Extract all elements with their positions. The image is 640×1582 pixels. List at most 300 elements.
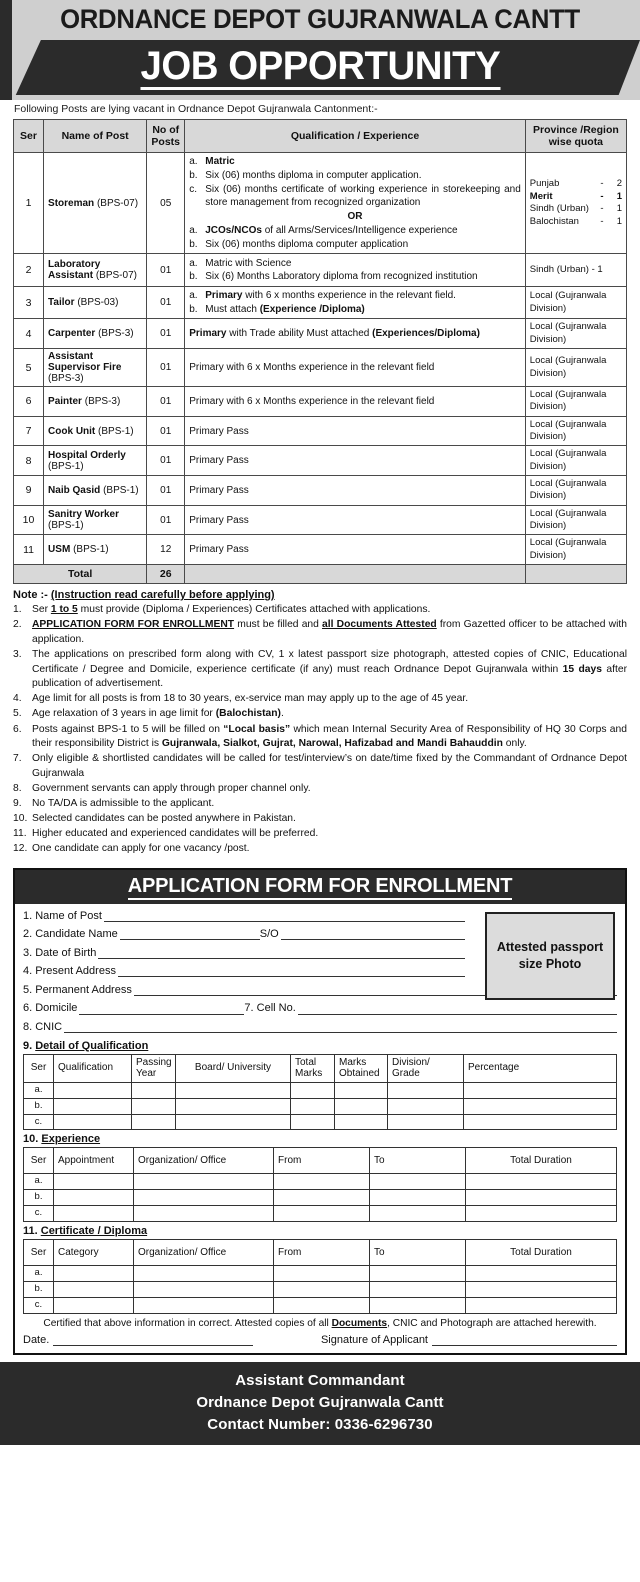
quota-text: Local (Gujranwala Division) [529, 321, 607, 345]
cell-no-of-posts: 01 [147, 286, 185, 319]
quota-text: Local (Gujranwala Division) [529, 478, 607, 502]
form-input-cell[interactable] [464, 1114, 617, 1130]
cell-quota [525, 349, 626, 387]
qualification-text: Primary Pass [189, 425, 249, 437]
cell-ser: 2 [14, 254, 44, 287]
total-blank-qual [185, 565, 526, 584]
form-input-cell[interactable] [176, 1098, 291, 1114]
total-blank-quota [525, 565, 626, 584]
quota-row: Sindh (Urban) - 1 [529, 203, 622, 215]
experience-section-heading [23, 1133, 617, 1145]
note-item [13, 603, 627, 618]
ecol-org: Organization/ Office [134, 1148, 274, 1174]
cell-post-name: Assistant Supervisor Fire (BPS-3) [44, 349, 147, 387]
note-item [13, 782, 627, 797]
form-input-cell[interactable] [464, 1098, 617, 1114]
certify-pre: Certified that above information in correct. Attested copies of all [43, 1317, 332, 1329]
note-number: 6. [13, 723, 22, 735]
qcol-year: Passing Year [132, 1054, 176, 1082]
total-row [14, 565, 627, 584]
page-footer [0, 1362, 640, 1445]
table-row [14, 446, 627, 476]
experience-heading-num: 10. [23, 1133, 42, 1146]
col-name: Name of Post [44, 120, 147, 153]
qualification-item: b. Must attach (Experience /Diploma) [189, 303, 365, 315]
table-row [14, 349, 627, 387]
label-son-of: S/O [259, 928, 279, 941]
cell-quota [525, 535, 626, 565]
cell-no-of-posts: 01 [147, 319, 185, 349]
cell-qualification [185, 153, 526, 254]
form-input-cell[interactable] [274, 1206, 370, 1222]
qualification-section-heading [23, 1040, 617, 1052]
note-item [13, 692, 627, 707]
qualification-heading-text: Detail of Qualification [35, 1039, 149, 1052]
form-input-cell[interactable] [134, 1206, 274, 1222]
row-label: a. [24, 1082, 54, 1098]
note-text: Higher educated and experienced candidates will be preferred. [32, 828, 319, 840]
qualification-header-row [24, 1054, 617, 1082]
form-input-cell[interactable] [291, 1098, 335, 1114]
note-number: 11. [13, 828, 27, 840]
note-item [13, 648, 627, 692]
certify-documents: Documents [331, 1317, 388, 1329]
organization-title: ORDNANCE DEPOT GUJRANWALA CANTT [60, 4, 580, 34]
cell-qualification [185, 254, 526, 287]
job-opportunity-band [12, 40, 640, 95]
cell-post-name: Hospital Orderly (BPS-1) [44, 446, 147, 476]
cell-quota [525, 387, 626, 417]
col-posts: No of Posts [147, 120, 185, 153]
label-permanent-address: 5. Permanent Address [23, 983, 132, 996]
label-date-of-birth: 3. Date of Birth [23, 946, 97, 959]
table-row [14, 476, 627, 506]
form-input-cell[interactable] [370, 1266, 466, 1282]
ccol-org: Organization/ Office [134, 1240, 274, 1266]
qualification-text: Primary Pass [189, 484, 249, 496]
qualification-table-body [24, 1082, 617, 1130]
note-number: 1. [13, 604, 22, 616]
form-input-cell[interactable] [291, 1082, 335, 1098]
qualification-text: Primary Pass [189, 544, 249, 556]
cell-ser: 5 [14, 349, 44, 387]
row-label: b. [24, 1098, 54, 1114]
form-table-row [24, 1266, 617, 1282]
experience-table [23, 1147, 617, 1222]
row-label: c. [24, 1114, 54, 1130]
note-text: Only eligible & shortlisted candidates will be called for test/interview’s on date/time fixed by the Commandant of Ordnance Depot Gujranwala [32, 753, 627, 779]
cell-no-of-posts: 01 [147, 387, 185, 417]
cell-quota [525, 254, 626, 287]
total-value: 26 [147, 565, 185, 584]
application-form-title-bar [15, 870, 625, 904]
cell-no-of-posts: 01 [147, 505, 185, 535]
col-ser: Ser [14, 120, 44, 153]
experience-table-body [24, 1174, 617, 1222]
certificate-table [23, 1239, 617, 1314]
quota-text: Local (Gujranwala Division) [529, 537, 607, 561]
ecol-ser: Ser [24, 1148, 54, 1174]
note-text: Ser 1 to 5 must provide (Diploma / Experiences) Certificates attached with applications. [32, 604, 431, 616]
cell-qualification [185, 349, 526, 387]
table-row [14, 319, 627, 349]
note-text: The applications on prescribed form along with CV, 1 x latest passport size photograph, attested copies of CNIC, Educational Certificate / Degree and Domicile, experience certificate (if any) must reach Ordnance Depot Gujranwala within 15 days after publication of advertisement. [32, 648, 627, 690]
note-number: 9. [13, 798, 22, 810]
qualification-item: b. Six (06) months diploma in computer application. [189, 170, 422, 182]
note-text: Age limit for all posts is from 18 to 30 years, ex-service man may apply up to the age of 45 year. [32, 693, 469, 705]
form-table-row [24, 1190, 617, 1206]
qualification-item: a. Matric [189, 156, 235, 168]
total-label: Total [14, 565, 147, 584]
label-signature: Signature of Applicant [320, 1334, 428, 1347]
cell-no-of-posts: 01 [147, 476, 185, 506]
form-input-cell[interactable] [464, 1082, 617, 1098]
experience-heading-text: Experience [41, 1133, 101, 1146]
input-date-of-birth[interactable] [98, 949, 465, 959]
cell-post-name: Carpenter (BPS-3) [44, 319, 147, 349]
quota-text: Local (Gujranwala Division) [529, 418, 607, 443]
qualification-item: a. Matric with Science [189, 257, 292, 269]
certification-statement [23, 1317, 617, 1330]
form-table-row [24, 1174, 617, 1190]
form-input-cell[interactable] [54, 1266, 134, 1282]
note-number: 5. [13, 708, 22, 720]
note-number: 8. [13, 782, 22, 794]
certificate-heading-text: Certificate / Diploma [40, 1225, 148, 1238]
certify-post: , CNIC and Photograph are attached herewith. [387, 1317, 597, 1329]
application-form-body [15, 904, 625, 1354]
form-input-cell[interactable] [176, 1082, 291, 1098]
form-input-cell[interactable] [54, 1206, 134, 1222]
form-input-cell[interactable] [134, 1190, 274, 1206]
qualification-item: c. Six (06) months certificate of working experience in storekeeping and store management from recognized organization [189, 183, 521, 209]
form-input-cell[interactable] [370, 1282, 466, 1298]
note-item [13, 842, 627, 857]
row-label: b. [24, 1282, 54, 1298]
footer-organization: Ordnance Depot Gujranwala Cantt [196, 1393, 444, 1411]
form-input-cell[interactable] [370, 1298, 466, 1314]
form-input-cell[interactable] [388, 1082, 464, 1098]
cell-qualification [185, 505, 526, 535]
qcol-pct: Percentage [464, 1054, 617, 1082]
cell-ser: 8 [14, 446, 44, 476]
table-row [14, 286, 627, 319]
field-domicile-cell [23, 1002, 617, 1014]
signature-row [23, 1334, 617, 1346]
label-date: Date. [23, 1334, 50, 1347]
qualification-text: Primary with 6 x Months experience in the relevant field [189, 362, 435, 374]
input-name-of-post[interactable] [104, 912, 465, 922]
form-input-cell[interactable] [388, 1098, 464, 1114]
form-input-cell[interactable] [274, 1282, 370, 1298]
photo-placeholder: Attested passport size Photo [485, 912, 615, 1000]
note-item [13, 797, 627, 812]
cell-ser: 11 [14, 535, 44, 565]
note-text: One candidate can apply for one vacancy /post. [32, 843, 250, 855]
notes-heading-underlined: (Instruction read carefully before applying) [50, 589, 275, 602]
cell-ser: 6 [14, 387, 44, 417]
cell-quota [525, 286, 626, 319]
cell-quota [525, 416, 626, 446]
row-label: b. [24, 1190, 54, 1206]
form-input-cell[interactable] [291, 1114, 335, 1130]
quota-text: Local (Gujranwala Division) [529, 355, 607, 379]
form-input-cell[interactable] [388, 1114, 464, 1130]
form-input-cell[interactable] [274, 1174, 370, 1190]
input-candidate-name[interactable] [120, 930, 260, 940]
note-item [13, 752, 627, 781]
note-number: 2. [13, 619, 22, 631]
form-table-row [24, 1098, 617, 1114]
note-text: Government servants can apply through proper channel only. [32, 782, 311, 794]
vacancy-table-wrapper [0, 119, 640, 584]
qualification-list [189, 155, 521, 210]
form-input-cell[interactable] [335, 1098, 388, 1114]
note-text: Posts against BPS-1 to 5 will be filled on “Local basis” which mean Internal Security Area of Responsibility of HQ 30 Corps and their responsibility District is Gujranwala, Sialkot, Gujrat, Narowal, Hafizabad and Mandi Bahauddin only. [32, 723, 627, 750]
cell-no-of-posts: 01 [147, 254, 185, 287]
cell-no-of-posts: 12 [147, 535, 185, 565]
qualification-table [23, 1054, 617, 1131]
qcol-marks: Marks Obtained [335, 1054, 388, 1082]
note-number: 3. [13, 648, 22, 660]
note-number: 12. [13, 843, 28, 855]
cell-quota [525, 505, 626, 535]
note-text: Age relaxation of 3 years in age limit for (Balochistan). [32, 708, 284, 720]
row-label: c. [24, 1206, 54, 1222]
footer-contact: Contact Number: 0336-6296730 [207, 1415, 433, 1433]
row-label: c. [24, 1298, 54, 1314]
qualification-item: b. Six (06) months diploma computer application [189, 238, 409, 250]
form-input-cell[interactable] [370, 1174, 466, 1190]
qualification-list-alt [189, 224, 521, 252]
qualification-list [189, 256, 521, 284]
job-opportunity-text: JOB OPPORTUNITY [140, 43, 500, 88]
form-input-cell[interactable] [335, 1082, 388, 1098]
form-input-cell[interactable] [134, 1266, 274, 1282]
ccol-cat: Category [54, 1240, 134, 1266]
qcol-qual: Qualification [54, 1054, 132, 1082]
certificate-section-heading [23, 1225, 617, 1237]
form-input-cell[interactable] [370, 1206, 466, 1222]
cell-no-of-posts: 05 [147, 153, 185, 254]
cell-quota [525, 319, 626, 349]
note-item [13, 723, 627, 752]
col-qual: Qualification / Experience [185, 120, 526, 153]
cell-ser: 9 [14, 476, 44, 506]
or-separator: OR [347, 210, 363, 222]
form-table-row [24, 1082, 617, 1098]
quota-text: Local (Gujranwala Division) [529, 448, 607, 472]
label-name-of-post: 1. Name of Post [23, 909, 102, 922]
form-input-cell[interactable] [132, 1114, 176, 1130]
table-row [14, 535, 627, 565]
form-input-cell[interactable] [54, 1114, 132, 1130]
cell-qualification [185, 416, 526, 446]
form-table-row [24, 1114, 617, 1130]
ccol-to: To [370, 1240, 466, 1266]
notes-heading-prefix: Note :- [13, 589, 51, 602]
form-input-cell[interactable] [54, 1190, 134, 1206]
certificate-heading-num: 11. [23, 1225, 41, 1238]
form-input-cell[interactable] [274, 1298, 370, 1314]
row-label: a. [24, 1266, 54, 1282]
quota-text: Local (Gujranwala Division) [529, 507, 607, 532]
input-domicile[interactable] [79, 1005, 244, 1015]
input-present-address[interactable] [118, 967, 465, 977]
ecol-appt: Appointment [54, 1148, 134, 1174]
notes-list [13, 603, 627, 857]
form-input-cell[interactable] [466, 1190, 617, 1206]
form-input-cell[interactable] [54, 1298, 134, 1314]
form-input-cell[interactable] [274, 1190, 370, 1206]
form-input-cell[interactable] [54, 1282, 134, 1298]
form-input-cell[interactable] [370, 1190, 466, 1206]
vacancy-table [13, 119, 627, 584]
form-input-cell[interactable] [54, 1082, 132, 1098]
label-candidate-name: 2. Candidate Name [23, 928, 118, 941]
cell-qualification [185, 446, 526, 476]
cell-qualification [185, 387, 526, 417]
note-item [13, 827, 627, 842]
note-text: Selected candidates can be posted anywhere in Pakistan. [32, 813, 296, 825]
qualification-item: a. JCOs/NCOs of all Arms/Services/Intelligence experience [189, 224, 458, 236]
label-present-address: 4. Present Address [23, 965, 116, 978]
cell-quota [525, 446, 626, 476]
table-row [14, 416, 627, 446]
form-input-cell[interactable] [134, 1298, 274, 1314]
cell-post-name: Tailor (BPS-03) [44, 286, 147, 319]
col-quota: Province /Region wise quota [525, 120, 626, 153]
ecol-from: From [274, 1148, 370, 1174]
certificate-header-row [24, 1240, 617, 1266]
note-item [13, 618, 627, 647]
ccol-from: From [274, 1240, 370, 1266]
cell-quota [525, 153, 626, 254]
qualification-list [189, 289, 521, 317]
vacancy-table-body [14, 153, 627, 584]
note-text: No TA/DA is admissible to the applicant. [32, 798, 215, 810]
input-cnic[interactable] [64, 1023, 617, 1033]
field-cnic [23, 1021, 617, 1033]
table-header-row [14, 120, 627, 153]
cell-post-name: Laboratory Assistant (BPS-07) [44, 254, 147, 287]
label-cell-no: 7. Cell No. [244, 1002, 296, 1015]
cell-ser: 3 [14, 286, 44, 319]
cell-qualification [185, 535, 526, 565]
form-input-cell[interactable] [134, 1282, 274, 1298]
cell-qualification [185, 319, 526, 349]
qualification-text: Primary Pass [189, 514, 249, 526]
experience-header-row [24, 1148, 617, 1174]
table-row [14, 505, 627, 535]
form-input-cell[interactable] [466, 1282, 617, 1298]
label-cnic: 8. CNIC [23, 1021, 63, 1034]
input-son-of[interactable] [281, 930, 465, 940]
note-number: 7. [13, 753, 22, 765]
form-table-row [24, 1282, 617, 1298]
form-input-cell[interactable] [132, 1082, 176, 1098]
cell-post-name: Sanitry Worker (BPS-1) [44, 505, 147, 535]
note-item [13, 707, 627, 722]
cell-post-name: Storeman (BPS-07) [44, 153, 147, 254]
note-number: 4. [13, 693, 22, 705]
qualification-text: Primary with 6 x Months experience in the relevant field [189, 395, 435, 407]
form-input-cell[interactable] [335, 1114, 388, 1130]
cell-ser: 7 [14, 416, 44, 446]
table-row [14, 254, 627, 287]
ecol-dur: Total Duration [466, 1148, 617, 1174]
quota-row: Balochistan - 1 [529, 215, 622, 227]
input-date[interactable] [53, 1336, 253, 1346]
cell-ser: 4 [14, 319, 44, 349]
ccol-ser: Ser [24, 1240, 54, 1266]
lead-line: Following Posts are lying vacant in Ordnance Depot Gujranwala Cantonment:- [14, 103, 378, 115]
qcol-total: Total Marks [291, 1054, 335, 1082]
form-input-cell[interactable] [176, 1114, 291, 1130]
label-domicile: 6. Domicile [23, 1002, 78, 1015]
application-form [13, 868, 627, 1356]
qualification-item: a. Primary with 6 x months experience in the relevant field. [189, 290, 456, 302]
quota-text: Local (Gujranwala Division) [529, 389, 607, 413]
cell-post-name: USM (BPS-1) [44, 535, 147, 565]
form-input-cell[interactable] [466, 1206, 617, 1222]
form-input-cell[interactable] [466, 1174, 617, 1190]
form-input-cell[interactable] [134, 1174, 274, 1190]
quota-row: Punjab - 2 [529, 178, 622, 190]
qcol-ser: Ser [24, 1054, 54, 1082]
table-row [14, 387, 627, 417]
qcol-board: Board/ University [176, 1054, 291, 1082]
cell-post-name: Painter (BPS-3) [44, 387, 147, 417]
application-form-title: APPLICATION FORM FOR ENROLLMENT [128, 875, 513, 900]
cell-quota [525, 476, 626, 506]
form-input-cell[interactable] [54, 1098, 132, 1114]
row-label: a. [24, 1174, 54, 1190]
table-row [14, 153, 627, 254]
input-signature[interactable] [432, 1336, 617, 1346]
ecol-to: To [370, 1148, 466, 1174]
form-input-cell[interactable] [466, 1298, 617, 1314]
form-input-cell[interactable] [274, 1266, 370, 1282]
cell-qualification [185, 476, 526, 506]
qcol-div: Division/ Grade [388, 1054, 464, 1082]
quota-row: Merit - 1 [529, 190, 622, 202]
cell-ser: 1 [14, 153, 44, 254]
cell-ser: 10 [14, 505, 44, 535]
cell-qualification [185, 286, 526, 319]
form-input-cell[interactable] [54, 1174, 134, 1190]
notes-section [0, 584, 640, 861]
cell-no-of-posts: 01 [147, 416, 185, 446]
cell-no-of-posts: 01 [147, 349, 185, 387]
form-table-row [24, 1206, 617, 1222]
form-table-row [24, 1298, 617, 1314]
quota-text: Sindh (Urban) - 1 [529, 263, 603, 275]
note-item [13, 812, 627, 827]
cell-post-name: Cook Unit (BPS-1) [44, 416, 147, 446]
certificate-table-body [24, 1266, 617, 1314]
page-header [0, 0, 640, 100]
footer-designation: Assistant Commandant [235, 1372, 405, 1390]
qualification-text: Primary with Trade ability Must attached (Experiences/Diploma) [189, 328, 480, 340]
quota-text: Local (Gujranwala Division) [529, 290, 607, 314]
form-input-cell[interactable] [466, 1266, 617, 1282]
input-cell-no[interactable] [298, 1005, 617, 1015]
cell-post-name: Naib Qasid (BPS-1) [44, 476, 147, 506]
qualification-text: Primary Pass [189, 455, 249, 467]
notes-heading [13, 589, 627, 601]
form-input-cell[interactable] [132, 1098, 176, 1114]
